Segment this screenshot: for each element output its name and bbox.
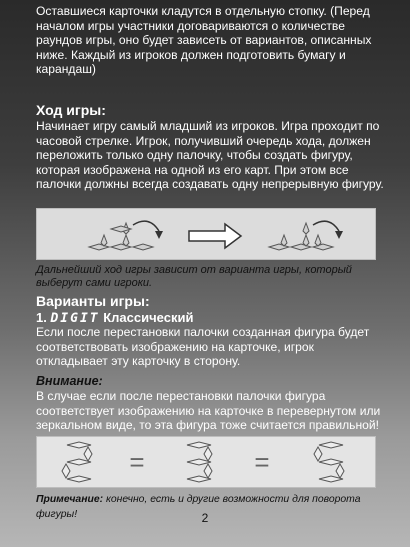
gameplay-heading: Ход игры: [36,102,106,118]
attention-heading: Внимание: [36,374,103,388]
orientation-diagram [36,436,376,488]
equals-sign-2: = [254,447,270,477]
orientation-illustration [37,437,375,487]
attention-paragraph: В случае если после перестановки палочки фигура соответствует изображению на карточке в перевернутом или зеркальном виде, то эта фигура тоже считается правильной! [36,389,381,433]
gameplay-paragraph: Начинает игру самый младший из игроков. Игра проходит по часовой стрелке. Игрок, получивший очередь хода, должен переложить только одну палочку, чтобы создать фигуру, которая изображена на одной из его карт. При этом все палочки должны всегда создавать одну непрерывную фигуру. [36,119,384,192]
page-number: 2 [201,511,209,525]
equals-sign-1: = [129,447,145,477]
move-diagram [36,208,376,260]
diagram-caption: Дальнейший ход игры зависит от варианта игры, который выберут сами игроки. [36,264,352,289]
note-text: конечно, есть и другие возможности для поворота фигуры! [36,494,361,520]
variants-heading: Варианты игры: [36,293,150,309]
variant-title: Классический [103,310,194,325]
intro-paragraph: Оставшиеся карточки кладутся в отдельную стопку. (Перед началом игры участники договариваются о количестве раундов игры, оно будет зависеть от вариантов, описанных ниже. Каждый из игроков должен подготовить бумагу и карандаш) [36,4,372,77]
digit-logo: DIGIT [50,311,100,326]
variant-number: 1. [36,310,47,325]
variant-paragraph: Если после перестановки палочки созданная фигура будет соответствовать изображению на карточке, игрок откладывает эту карточку в сторону. [36,325,370,369]
note-label: Примечание: [36,494,104,505]
move-illustration [37,209,375,259]
